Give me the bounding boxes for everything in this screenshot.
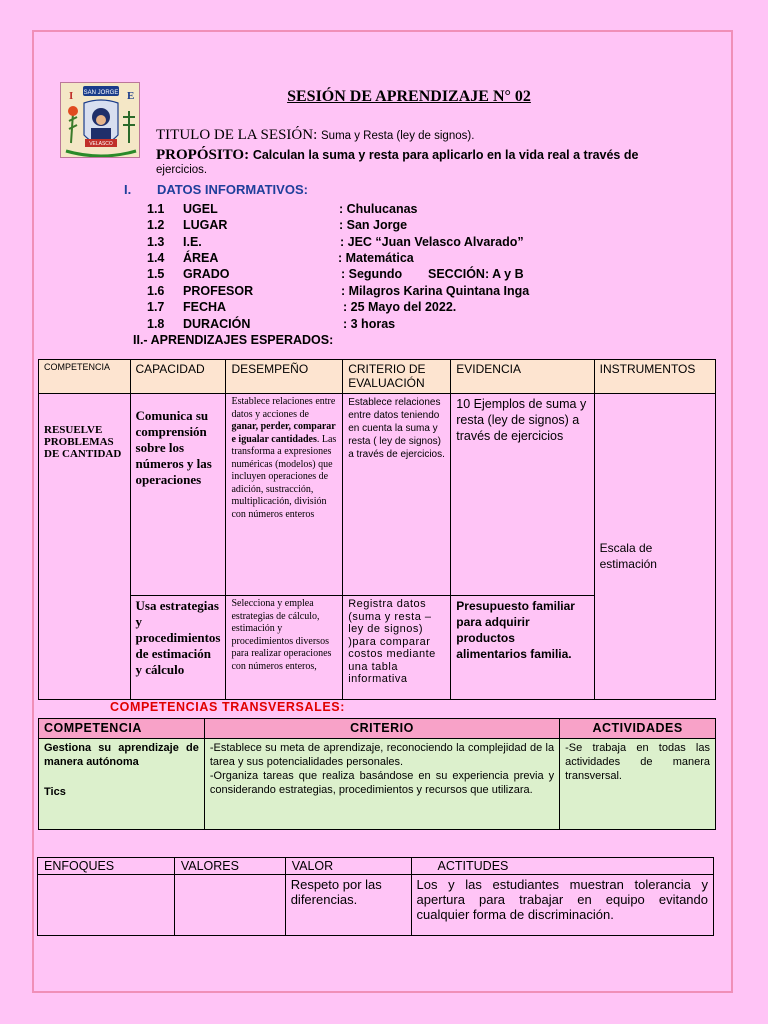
evidencia-cell: 10 Ejemplos de suma y resta (ley de signos) a través de ejercicios: [451, 394, 594, 596]
header-evidencia: EVIDENCIA: [451, 360, 594, 394]
svg-text:E: E: [127, 90, 135, 102]
transversal-header-competencia: COMPETENCIA: [39, 719, 205, 739]
evidencia-cell: Presupuesto familiar para adquirir productos alimentarios familia.: [451, 596, 594, 700]
session-title-line: TITULO DE LA SESIÓN: Suma y Resta (ley de signos).: [156, 127, 475, 143]
learning-table: [38, 359, 716, 700]
header-competencia: COMPETENCIA: [39, 360, 131, 394]
svg-text:SAN JORGE: SAN JORGE: [83, 90, 119, 96]
section-2-heading: II.- APRENDIZAJES ESPERADOS:: [133, 333, 334, 347]
capacidad-cell: Comunica su comprensión sobre los números y las operaciones: [130, 394, 226, 596]
actitudes-cell: Los y las estudiantes muestran tolerancia y apertura para trabajar en equipo evitando cualquier forma de discriminación.: [411, 875, 713, 936]
section-1-heading: I. DATOS INFORMATIVOS:: [124, 182, 308, 197]
table-row: [39, 394, 716, 596]
enfoques-table: [37, 857, 714, 936]
enfoques-cell: [38, 875, 175, 936]
header-desempeno: DESEMPEÑO: [226, 360, 343, 394]
purpose-text: Calculan la suma y resta para aplicarlo en la vida real a través de: [252, 148, 639, 162]
transversal-criterio-cell: -Establece su meta de aprendizaje, reconociendo la complejidad de la tarea y sus potencialidades personales. -Organiza tareas que realiza basándose en su experiencia previa y considerando estrategias, procedimientos y recursos que utilizara.: [204, 739, 559, 830]
session-title-value: Suma y Resta (ley de signos).: [321, 130, 475, 142]
svg-text:I: I: [69, 90, 74, 102]
transversal-competencia-cell: Gestiona su aprendizaje de manera autónoma Tics: [39, 739, 205, 830]
header-capacidad: CAPACIDAD: [130, 360, 226, 394]
header-instrumentos: INSTRUMENTOS: [594, 360, 715, 394]
purpose-line: PROPÓSITO: Calculan la suma y resta para aplicarlo en la vida real a través de: [156, 147, 639, 163]
enfoques-header: ENFOQUES: [38, 858, 175, 875]
competencia-cell: RESUELVE PROBLEMAS DE CANTIDAD: [39, 394, 131, 700]
valores-cell: [174, 875, 285, 936]
valores-header: VALORES: [174, 858, 285, 875]
learning-table-header: [39, 360, 716, 394]
valor-cell: Respeto por las diferencias.: [285, 875, 411, 936]
svg-text:VELASCO: VELASCO: [89, 141, 113, 147]
instrumentos-cell: Escala de estimación: [594, 394, 715, 700]
capacidad-cell: Usa estrategias y procedimientos de estimación y cálculo: [130, 596, 226, 700]
desempeno-cell: Establece relaciones entre datos y acciones de ganar, perder, comparar e igualar cantidades. Las transforma a expresiones numéricas (modelos) que incluyen operaciones de adición, sustracción, multiplicación, división con números enteros: [226, 394, 343, 596]
purpose-text-cont: ejercicios.: [156, 164, 208, 176]
transversal-heading: COMPETENCIAS TRANSVERSALES:: [110, 700, 345, 714]
transversal-table: [38, 718, 716, 830]
criterio-cell: Establece relaciones entre datos teniendo en cuenta la suma y resta ( ley de signos) a través de ejercicios.: [343, 394, 451, 596]
transversal-header-actividades: ACTIVIDADES: [560, 719, 716, 739]
transversal-actividades-cell: -Se trabaja en todas las actividades de manera transversal.: [560, 739, 716, 830]
seccion-text: SECCIÓN: A y B: [428, 267, 524, 281]
actitudes-header: ACTITUDES: [411, 858, 713, 875]
page-title: SESIÓN DE APRENDIZAJE N° 02: [287, 88, 531, 105]
transversal-header-criterio: CRITERIO: [204, 719, 559, 739]
header-criterio: CRITERIO DE EVALUACIÓN: [343, 360, 451, 394]
desempeno-cell: Selecciona y emplea estrategias de cálculo, estimación y procedimientos diversos para realizar operaciones con números enteros,: [226, 596, 343, 700]
criterio-cell: Registra datos (suma y resta – ley de signos) )para comparar costos mediante una tabla informativa: [343, 596, 451, 700]
valor-header: VALOR: [285, 858, 411, 875]
